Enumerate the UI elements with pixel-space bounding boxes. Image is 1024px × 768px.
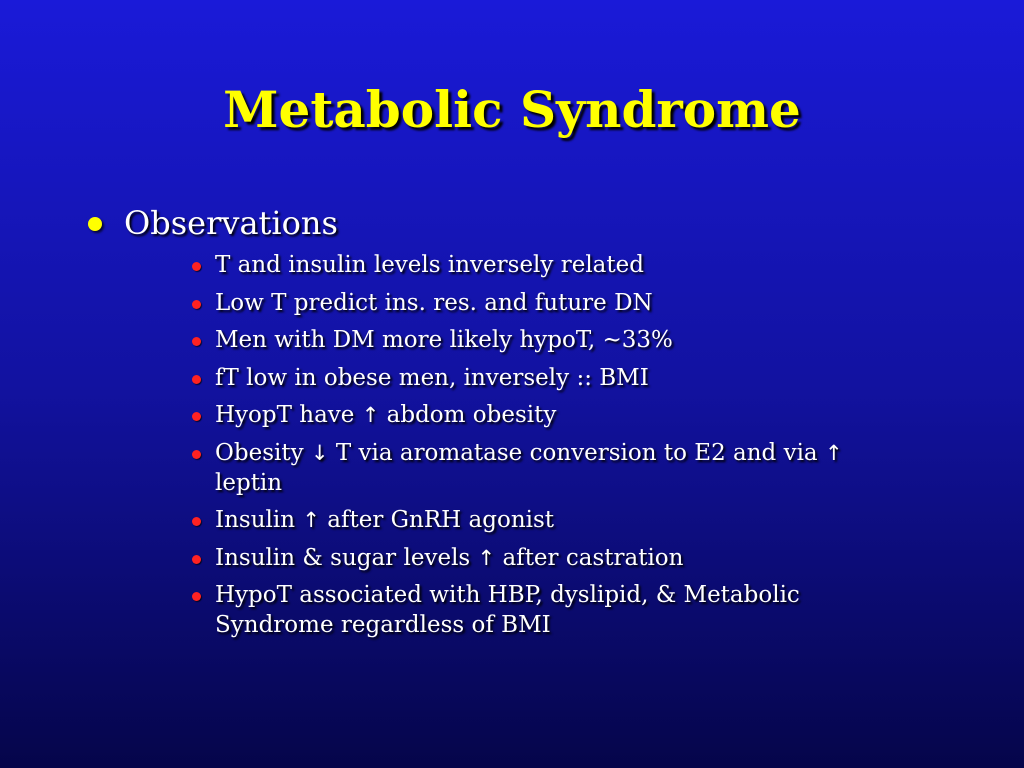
bullet-dot-icon [192, 517, 201, 526]
item-text: fT low in obese men, inversely :: BMI [215, 364, 649, 391]
item-text: Insulin & sugar levels [215, 544, 478, 571]
item-text: after GnRH agonist [319, 507, 555, 533]
bullet-dot-icon [192, 412, 201, 421]
up-arrow-icon: ↑ [302, 508, 320, 532]
bullet-dot-icon [192, 262, 201, 271]
sub-bullet-list [190, 250, 910, 648]
item-text: after castration [495, 544, 684, 571]
item-text: Low T predict ins. res. and future DN [215, 289, 653, 316]
up-arrow-icon: ↑ [824, 440, 843, 465]
list-item [190, 400, 910, 430]
item-text: Obesity [215, 439, 311, 466]
bullet-dot-icon [192, 337, 201, 346]
item-text: Men with DM more likely hypoT, ~33% [215, 327, 673, 353]
item-text: T and insulin levels inversely related [215, 252, 644, 278]
bullet-dot-icon [192, 450, 201, 459]
list-item [190, 363, 910, 393]
bullet-dot-icon [88, 217, 102, 231]
list-item [190, 250, 910, 280]
list-item [190, 505, 910, 535]
item-text: abdom obesity [379, 402, 557, 428]
bullet-dot-icon [192, 300, 201, 309]
list-item [190, 438, 910, 498]
up-arrow-icon: ↑ [477, 545, 496, 570]
main-bullet-text: Observations [124, 204, 338, 242]
main-bullet [88, 203, 338, 243]
down-arrow-icon: ↓ [310, 440, 329, 465]
item-text: HyopT have [215, 402, 362, 428]
bullet-dot-icon [192, 375, 201, 384]
list-item [190, 325, 910, 355]
item-text: HypoT associated with HBP, dyslipid, & Metabolic Syndrome regardless of BMI [215, 582, 800, 638]
up-arrow-icon: ↑ [361, 403, 380, 427]
bullet-dot-icon [192, 555, 201, 564]
bullet-dot-icon [192, 592, 201, 601]
list-item [190, 580, 910, 640]
list-item [190, 543, 910, 573]
item-text: T via aromatase conversion to E2 and via [328, 439, 825, 466]
slide-title: Metabolic Syndrome [223, 80, 801, 139]
list-item [190, 288, 910, 318]
item-text: Insulin [215, 507, 303, 533]
item-text: leptin [215, 469, 283, 496]
